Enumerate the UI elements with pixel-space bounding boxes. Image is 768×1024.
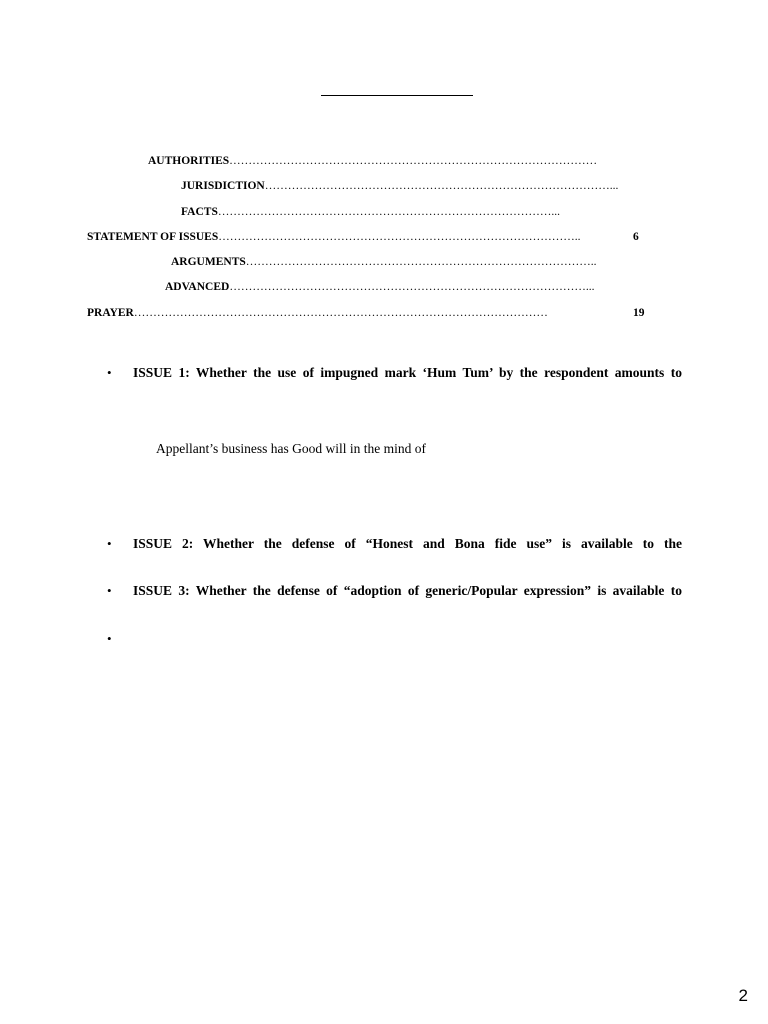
toc-dots: ……………………………………………………………………………………	[229, 155, 598, 167]
toc-dots: ………………………………………………………………………………..	[245, 256, 597, 268]
header-rule	[321, 95, 473, 96]
bullet-point: •	[107, 365, 112, 380]
toc-dots: ……………………………………………………………………………...	[217, 206, 560, 218]
toc-label: AUTHORITIES	[148, 155, 230, 167]
bullet-point: •	[107, 536, 112, 551]
toc-label: PRAYER	[87, 307, 134, 319]
toc-entry-arguments	[171, 254, 626, 270]
toc-dots: ………………………………………………………………………………...	[264, 180, 619, 192]
issue-2: ISSUE 2: Whether the defense of “Honest and Bona fide use” is available to the	[133, 536, 682, 551]
paragraph-text: Appellant’s business has Good will in the mind of	[156, 441, 426, 456]
toc-entry-facts	[181, 204, 626, 220]
toc-label: FACTS	[181, 206, 218, 218]
toc-label: ARGUMENTS	[171, 256, 246, 268]
toc-entry-prayer	[87, 305, 623, 321]
bullet-point: •	[107, 583, 112, 598]
toc-dots: ………………………………………………………………………………………………	[133, 307, 548, 319]
toc-dots: …………………………………………………………………………………..	[218, 231, 581, 243]
toc-entry-jurisdiction	[181, 178, 626, 194]
page-number: 2	[738, 986, 748, 1005]
toc-dots: …………………………………………………………………………………...	[229, 281, 595, 293]
toc-entry-authorities	[148, 153, 626, 169]
toc-entry-advanced	[165, 279, 626, 295]
toc-page-number: 6	[633, 231, 639, 243]
toc-label: STATEMENT OF ISSUES	[87, 231, 219, 243]
toc-entry-statement-of-issues	[87, 229, 625, 245]
issue-1: ISSUE 1: Whether the use of impugned mark ‘Hum Tum’ by the respondent amounts to	[133, 365, 682, 380]
bullet-point: •	[107, 631, 112, 646]
toc-label: JURISDICTION	[181, 180, 265, 192]
toc-page-number: 19	[633, 307, 645, 319]
issue-3: ISSUE 3: Whether the defense of “adoption of generic/Popular expression” is available to	[133, 583, 682, 598]
toc-label: ADVANCED	[165, 281, 230, 293]
